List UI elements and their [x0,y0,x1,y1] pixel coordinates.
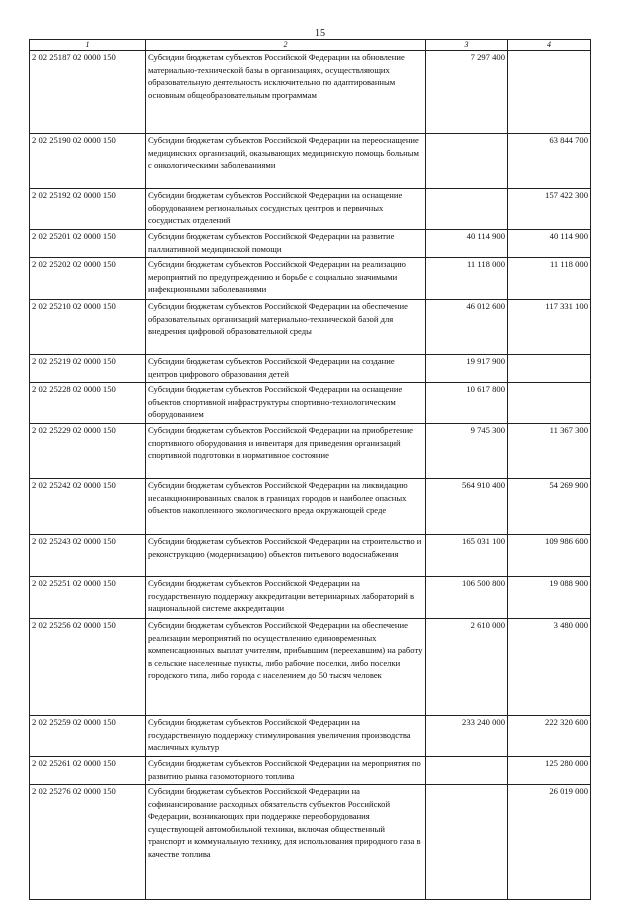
table-row [30,189,591,230]
subsidy-description: Субсидии бюджетам субъектов Российской Федерации на реализацию мероприятий по предупреждению и борьбе с социально значимыми инфекционными заболеваниями [146,258,426,300]
budget-code: 2 02 25192 02 0000 150 [30,189,146,230]
amount-col3: 106 500 800 [426,577,508,619]
amount-col4: 63 844 700 [508,134,591,189]
amount-col3: 2 610 000 [426,619,508,716]
budget-table [29,39,591,900]
budget-code: 2 02 25242 02 0000 150 [30,479,146,535]
amount-col3 [426,189,508,230]
budget-code: 2 02 25256 02 0000 150 [30,619,146,716]
amount-col3: 40 114 900 [426,230,508,258]
table-row [30,300,591,355]
subsidy-description: Субсидии бюджетам субъектов Российской Федерации на приобретение спортивного оборудования и инвентаря для приведения организаций спортивной подготовки в нормативное состояние [146,424,426,479]
table-row [30,716,591,757]
subsidy-description: Субсидии бюджетам субъектов Российской Федерации на оснащение объектов спортивной инфраструктуры спортивно-технологическим оборудованием [146,383,426,424]
amount-col4: 26 019 000 [508,785,591,900]
table-row [30,383,591,424]
column-number-3: 3 [426,40,508,51]
amount-col4: 125 280 000 [508,757,591,785]
column-number-row [30,40,591,51]
table-row [30,424,591,479]
budget-code: 2 02 25243 02 0000 150 [30,535,146,577]
amount-col4 [508,51,591,134]
column-number-1: 1 [30,40,146,51]
amount-col4: 11 118 000 [508,258,591,300]
budget-code: 2 02 25259 02 0000 150 [30,716,146,757]
subsidy-description: Субсидии бюджетам субъектов Российской Федерации на софинансирование расходных обязательств субъектов Российской Федерации, возникающих при поддержке переоборудования существующей автомобильной техники, включая общественный транспорт и коммунальную технику, для использования природного газа в качестве топлива [146,785,426,900]
subsidy-description: Субсидии бюджетам субъектов Российской Федерации на создание центров цифрового образования детей [146,355,426,383]
table-row [30,577,591,619]
table-row [30,134,591,189]
column-number-2: 2 [146,40,426,51]
amount-col3: 7 297 400 [426,51,508,134]
amount-col3: 11 118 000 [426,258,508,300]
subsidy-description: Субсидии бюджетам субъектов Российской Федерации на переоснащение медицинских организаций, оказывающих медицинскую помощь больным с онкологическими заболеваниями [146,134,426,189]
subsidy-description: Субсидии бюджетам субъектов Российской Федерации на обновление материально-технической базы в организациях, осуществляющих образовательную деятельность исключительно по адаптированным основным общеобразовательным программам [146,51,426,134]
amount-col3 [426,785,508,900]
table-row [30,51,591,134]
amount-col4: 3 480 000 [508,619,591,716]
subsidy-description: Субсидии бюджетам субъектов Российской Федерации на обеспечение образовательных организаций материально-технической базой для внедрения цифровой образовательной среды [146,300,426,355]
amount-col4: 117 331 100 [508,300,591,355]
budget-code: 2 02 25190 02 0000 150 [30,134,146,189]
amount-col4: 109 986 600 [508,535,591,577]
budget-code: 2 02 25251 02 0000 150 [30,577,146,619]
budget-code: 2 02 25229 02 0000 150 [30,424,146,479]
page-number: 15 [315,28,325,39]
amount-col4: 11 367 300 [508,424,591,479]
amount-col3: 19 917 900 [426,355,508,383]
budget-code: 2 02 25202 02 0000 150 [30,258,146,300]
budget-code: 2 02 25187 02 0000 150 [30,51,146,134]
subsidy-description: Субсидии бюджетам субъектов Российской Федерации на развитие паллиативной медицинской помощи [146,230,426,258]
subsidy-description: Субсидии бюджетам субъектов Российской Федерации на ликвидацию несанкционированных свалок в границах городов и наиболее опасных объектов накопленного экологического вреда окружающей среде [146,479,426,535]
budget-code: 2 02 25201 02 0000 150 [30,230,146,258]
budget-code: 2 02 25276 02 0000 150 [30,785,146,900]
amount-col3: 564 910 400 [426,479,508,535]
table-row [30,757,591,785]
subsidy-description: Субсидии бюджетам субъектов Российской Федерации на мероприятия по развитию рынка газомоторного топлива [146,757,426,785]
amount-col4 [508,355,591,383]
subsidy-description: Субсидии бюджетам субъектов Российской Федерации на государственную поддержку стимулирования увеличения производства масличных культур [146,716,426,757]
amount-col4: 40 114 900 [508,230,591,258]
amount-col3: 46 012 600 [426,300,508,355]
subsidy-description: Субсидии бюджетам субъектов Российской Федерации на оснащение оборудованием региональных сосудистых центров и первичных сосудистых отделений [146,189,426,230]
amount-col3: 233 240 000 [426,716,508,757]
table-row [30,258,591,300]
budget-code: 2 02 25261 02 0000 150 [30,757,146,785]
table-row [30,230,591,258]
amount-col3 [426,757,508,785]
table-row [30,535,591,577]
amount-col3 [426,134,508,189]
table-row [30,355,591,383]
amount-col3: 165 031 100 [426,535,508,577]
table-row [30,619,591,716]
subsidy-description: Субсидии бюджетам субъектов Российской Федерации на строительство и реконструкцию (модернизацию) объектов питьевого водоснабжения [146,535,426,577]
amount-col3: 9 745 300 [426,424,508,479]
amount-col4: 222 320 600 [508,716,591,757]
amount-col3: 10 617 800 [426,383,508,424]
amount-col4: 157 422 300 [508,189,591,230]
table-row [30,785,591,900]
amount-col4 [508,383,591,424]
amount-col4: 54 269 900 [508,479,591,535]
budget-code: 2 02 25228 02 0000 150 [30,383,146,424]
subsidy-description: Субсидии бюджетам субъектов Российской Федерации на обеспечение реализации мероприятий по осуществлению единовременных компенсационных выплат учителям, прибывшим (переехавшим) на работу в сельские населенные пункты, либо рабочие поселки, либо поселки городского типа, либо города с населением до 50 тысяч человек [146,619,426,716]
table-row [30,479,591,535]
amount-col4: 19 088 900 [508,577,591,619]
budget-code: 2 02 25219 02 0000 150 [30,355,146,383]
budget-code: 2 02 25210 02 0000 150 [30,300,146,355]
subsidy-description: Субсидии бюджетам субъектов Российской Федерации на государственную поддержку аккредитации ветеринарных лабораторий в национальной системе аккредитации [146,577,426,619]
column-number-4: 4 [508,40,591,51]
